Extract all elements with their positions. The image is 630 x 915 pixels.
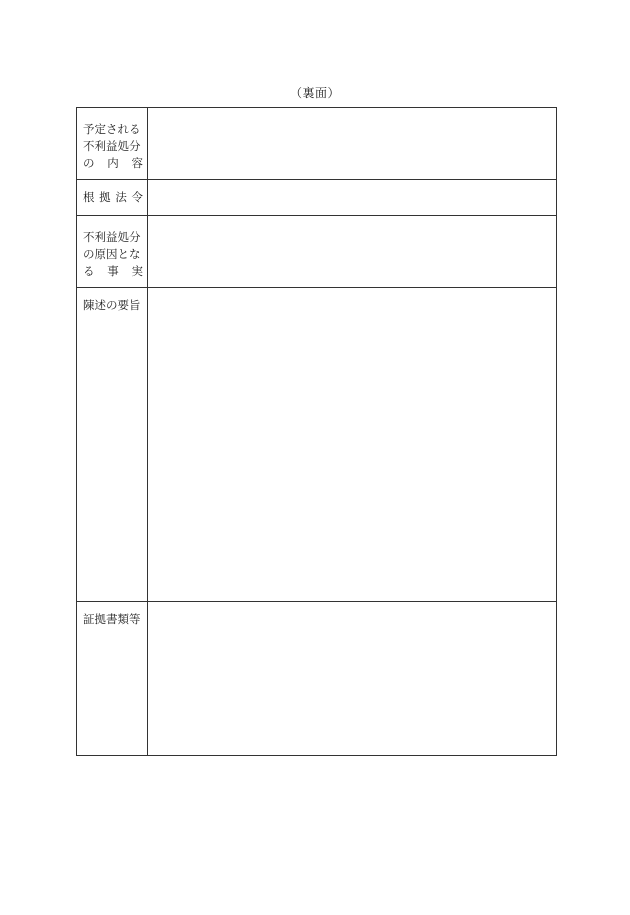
field-evidence-documents[interactable] xyxy=(148,602,557,756)
form-table xyxy=(76,107,557,756)
label-text: 予定される xyxy=(83,122,141,136)
label-char: 容 xyxy=(131,156,143,170)
label-line xyxy=(83,246,143,263)
label-planned-disposition xyxy=(77,108,148,180)
label-char: 事 xyxy=(107,264,119,278)
row-legal-basis xyxy=(77,180,557,216)
label-char: 根 xyxy=(83,190,95,204)
label-char: 内 xyxy=(107,156,119,170)
label-statement-summary xyxy=(77,288,148,602)
page-title: （裏面） xyxy=(289,86,340,100)
label-line xyxy=(83,297,143,314)
row-cause-facts xyxy=(77,216,557,288)
label-char: 法 xyxy=(115,190,127,204)
label-legal-basis xyxy=(77,180,148,216)
field-cause-facts[interactable] xyxy=(148,216,557,288)
label-char: 令 xyxy=(131,190,143,204)
label-cause-facts xyxy=(77,216,148,288)
label-char: る xyxy=(83,264,95,278)
label-text: 不利益処分 xyxy=(83,230,141,244)
label-line xyxy=(83,229,143,246)
label-evidence-documents xyxy=(77,602,148,756)
label-text: 証拠書類等 xyxy=(83,612,141,626)
field-planned-disposition[interactable] xyxy=(148,108,557,180)
label-line xyxy=(83,263,143,280)
label-line xyxy=(83,155,143,172)
field-statement-summary[interactable] xyxy=(148,288,557,602)
row-statement-summary xyxy=(77,288,557,602)
label-char: の xyxy=(83,156,95,170)
label-char: 拠 xyxy=(99,190,111,204)
label-line xyxy=(83,611,143,628)
row-planned-disposition xyxy=(77,108,557,180)
label-text: 陳述の要旨 xyxy=(83,298,141,312)
row-evidence-documents xyxy=(77,602,557,756)
label-line xyxy=(83,138,143,155)
label-char: 実 xyxy=(131,264,143,278)
field-legal-basis[interactable] xyxy=(148,180,557,216)
label-text: 不利益処分 xyxy=(83,139,141,153)
label-text: の原因とな xyxy=(83,247,141,261)
label-line xyxy=(83,121,143,138)
label-line xyxy=(83,189,143,206)
